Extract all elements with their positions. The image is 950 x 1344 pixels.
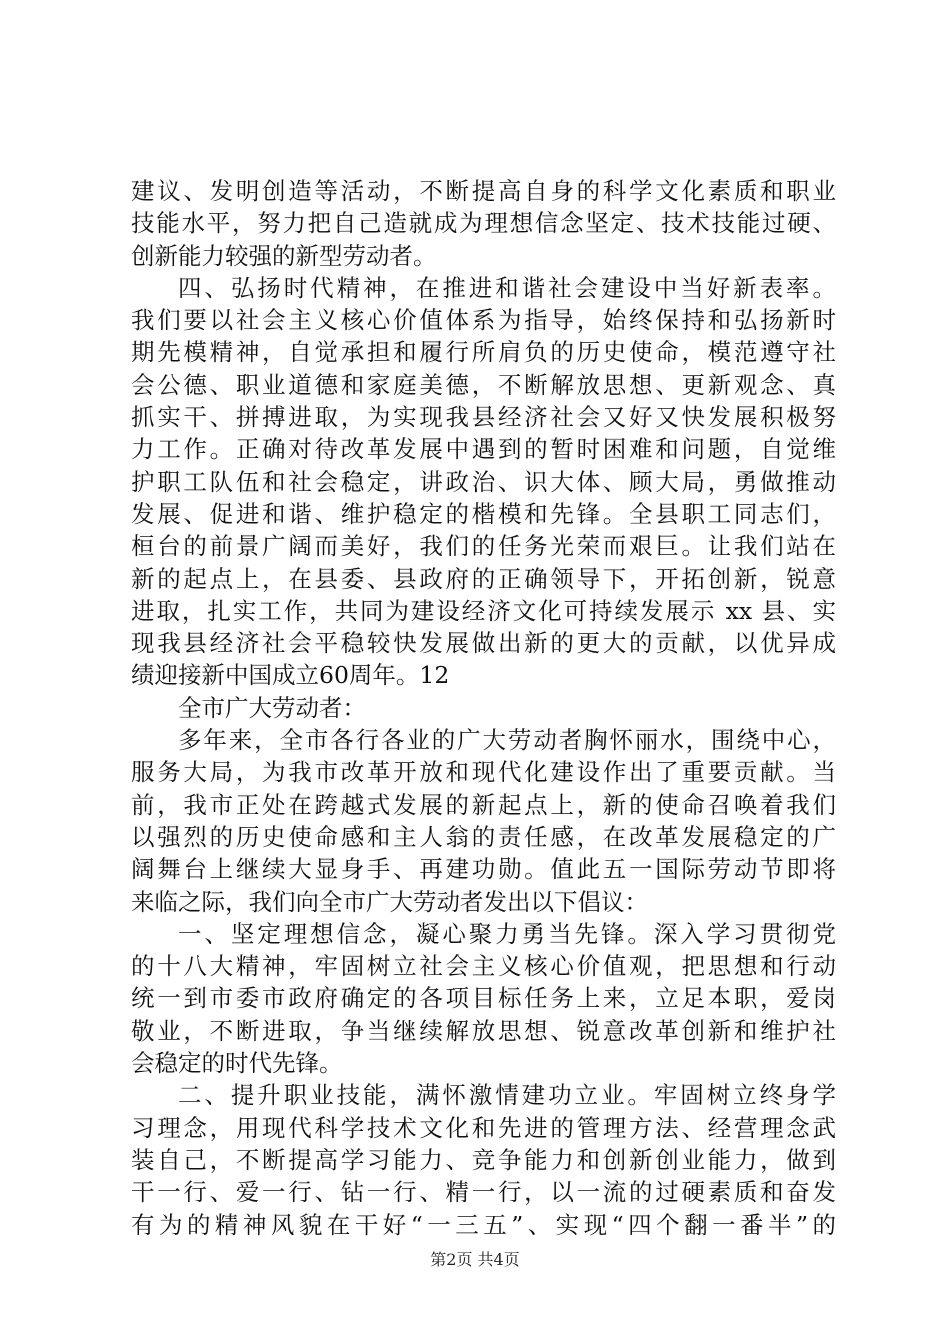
text-line: 我们要以社会主义核心价值体系为指导，始终保持和弘扬新时 xyxy=(131,306,836,335)
text-line: 统一到市委市政府确定的各项目标任务上来，立足本职，爱岗 xyxy=(131,984,836,1013)
text-line: 现我县经济社会平稳较快发展做出新的更大的贡献，以优异成 xyxy=(131,629,836,658)
text-line: 技能水平，努力把自己造就成为理想信念坚定、技术技能过硬、 xyxy=(131,209,836,238)
text-line: 桓台的前景广阔而美好，我们的任务光荣而艰巨。让我们站在 xyxy=(131,532,836,561)
text-line: 干一行、爱一行、钻一行、精一行，以一流的过硬素质和奋发 xyxy=(131,1178,836,1207)
text-line: 装自己，不断提高学习能力、竞争能力和创新创业能力，做到 xyxy=(131,1145,836,1174)
text-line: 二、提升职业技能，满怀激情建功立业。牢固树立终身学 xyxy=(178,1081,836,1110)
text-line: 习理念，用现代科学技术文化和先进的管理方法、经营理念武 xyxy=(131,1113,836,1142)
text-line: 会稳定的时代先锋。 xyxy=(131,1049,343,1078)
text-line: 一、坚定理想信念，凝心聚力勇当先锋。深入学习贯彻党 xyxy=(178,919,836,948)
document-body xyxy=(131,175,836,1241)
text-line: 抓实干、拼搏进取，为实现我县经济社会又好又快发展积极努 xyxy=(131,403,836,432)
text-line: 敬业，不断进取，争当继续解放思想、锐意改革创新和维护社 xyxy=(131,1016,836,1045)
text-line: 新的起点上，在县委、县政府的正确领导下，开拓创新，锐意 xyxy=(131,564,836,593)
text-line: 创新能力较强的新型劳动者。 xyxy=(131,241,437,270)
page-footer: 第2页 共4页 xyxy=(430,1250,520,1269)
text-line: 期先模精神，自觉承担和履行所肩负的历史使命，模范遵守社 xyxy=(131,338,836,367)
text-line: 会公德、职业道德和家庭美德，不断解放思想、更新观念、真 xyxy=(131,370,836,399)
text-line: 进取，扎实工作，共同为建设经济文化可持续发展示 xx 县、实 xyxy=(131,596,836,625)
text-line: 发展、促进和谐、维护稳定的楷模和先锋。全县职工同志们， xyxy=(131,499,836,528)
text-line: 多年来，全市各行各业的广大劳动者胸怀丽水，围绕中心， xyxy=(178,726,836,755)
text-line: 来临之际，我们向全市广大劳动者发出以下倡议： xyxy=(131,887,648,916)
text-line: 阔舞台上继续大显身手、再建功勋。值此五一国际劳动节即将 xyxy=(131,855,836,884)
text-line: 力工作。正确对待改革发展中遇到的暂时困难和问题，自觉维 xyxy=(131,435,836,464)
text-line: 前，我市正处在跨越式发展的新起点上，新的使命召唤着我们 xyxy=(131,790,836,819)
text-line: 绩迎接新中国成立60周年。12 xyxy=(131,661,450,690)
text-line: 以强烈的历史使命感和主人翁的责任感，在改革发展稳定的广 xyxy=(131,822,836,851)
text-line: 建议、发明创造等活动，不断提高自身的科学文化素质和职业 xyxy=(131,177,836,205)
text-line: 的十八大精神，牢固树立社会主义核心价值观，把思想和行动 xyxy=(131,952,836,981)
text-line: 有为的精神风貌在干好“一三五”、实现“四个翻一番半”的 xyxy=(131,1210,836,1239)
text-line: 服务大局，为我市改革开放和现代化建设作出了重要贡献。当 xyxy=(131,758,836,787)
text-line: 四、弘扬时代精神，在推进和谐社会建设中当好新表率。 xyxy=(178,273,836,302)
text-line: 护职工队伍和社会稳定，讲政治、识大体、顾大局，勇做推动 xyxy=(131,467,836,496)
text-line: 全市广大劳动者： xyxy=(178,693,366,722)
